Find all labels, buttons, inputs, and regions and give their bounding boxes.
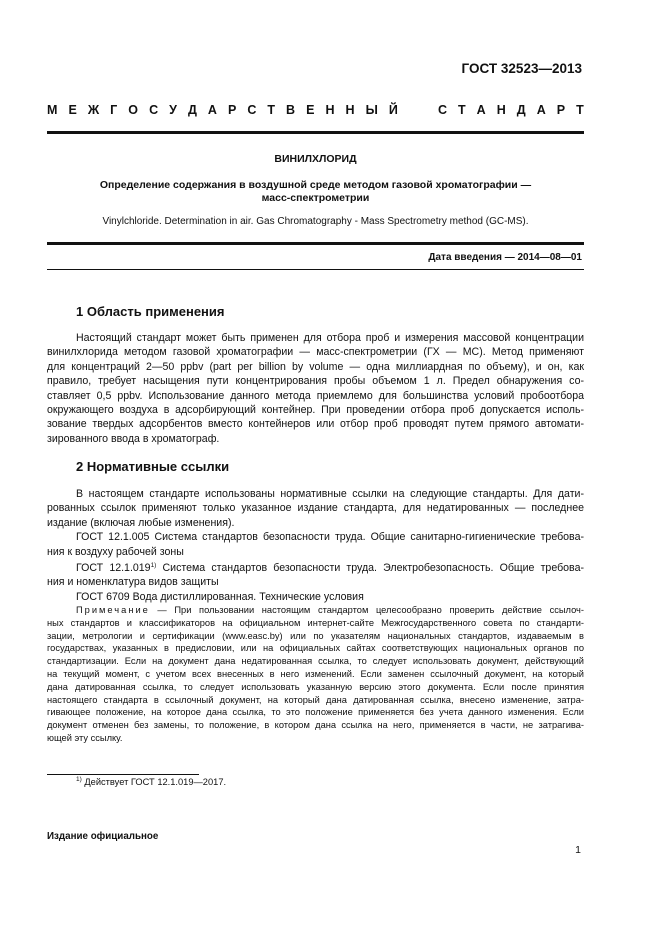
note-line: ющей эту ссылку. — [47, 732, 123, 743]
banner-letter: А — [536, 103, 546, 117]
ref-code: ГОСТ 12.1.019 — [76, 562, 151, 575]
banner-letter: Д — [187, 103, 197, 117]
text-line: Настоящий стандарт может быть применен для отбора проб и измерения массовой концентрации — [76, 332, 584, 344]
note-line: ных стандартов и классификаторов на официальном интернет-сайте Межгосударственного совета по стандарти- — [47, 617, 584, 628]
banner-letter: Н — [496, 103, 506, 117]
note-text: — При пользовании настоящим стандартом целесообразно проверить действие ссылоч- — [149, 605, 584, 615]
footnote-marker: 1) — [76, 776, 82, 783]
banner-letter: Е — [306, 103, 315, 117]
banner-letter: Н — [345, 103, 355, 117]
banner-letter: С — [437, 103, 447, 117]
banner-letter: Ж — [87, 103, 100, 117]
banner-letter: Т — [576, 103, 584, 117]
note-line: стандартизации. Если на документ дана недатированная ссылка, то следует использовать документ, действующий — [47, 656, 584, 667]
text-line: В настоящем стандарте использованы нормативные ссылки на следующие стандарты. Для дати- — [76, 488, 584, 500]
banner-letter: Г — [110, 103, 118, 117]
footnote-text: Действует ГОСТ 12.1.019—2017. — [81, 777, 227, 787]
note-line: зации, метрологии и сертификации (www.easc.by) или по указателям национальных стандартов, издаваемым в — [47, 630, 584, 641]
note-block — [47, 604, 584, 745]
ref-text: Система стандартов безопасности труда. Электробезопасность. Общие требова- — [156, 562, 584, 575]
text-line: ния к воздуху рабочей зоны — [47, 545, 184, 558]
banner-letter: С — [149, 103, 159, 117]
banner-letter: Е — [68, 103, 77, 117]
subtitle-line: Определение содержания в воздушной среде методом газовой хроматографии — — [99, 179, 532, 191]
banner-letter: С — [247, 103, 257, 117]
subtitle-line: масс-спектрометрии — [261, 192, 370, 204]
banner-letter: Р — [227, 103, 237, 117]
interstate-standard-banner — [47, 103, 584, 117]
note-first-line — [47, 604, 584, 617]
note-line: документ отменен без замены, то положение, в котором дана ссылка на него, применяется в части, не затрагива- — [47, 720, 584, 731]
text-line: окружающего воздуха в адсорбирующий контейнер. При проведении отбора проб допускается исполь- — [47, 404, 584, 417]
section-2-body — [47, 487, 584, 604]
note-line: настоящего стандарта в ссылочный документ, на который дана датированная ссылка, внесено изменение, затра- — [47, 694, 584, 705]
official-edition-label: Издание официальное — [47, 831, 159, 842]
banner-letter: А — [476, 103, 486, 117]
document-number: ГОСТ 32523—2013 — [461, 61, 582, 76]
banner-letter: В — [286, 103, 296, 117]
text-line: ставляет 0,5 ppbv. Использование данного метода приемлемо для большинства условий пробоотбора — [47, 389, 584, 402]
note-line: на текущий момент, с учетом всех внесенных в него изменений. Если заменен ссылочный документ, на который — [47, 668, 584, 679]
banner-letter: Р — [556, 103, 566, 117]
text-line: зированного ввода в хроматограф. — [47, 432, 220, 445]
text-line: рованных ссылок применяют только указанное издание стандарта, для недатированных — последнее — [47, 502, 584, 515]
introduction-date: Дата введения — 2014—08—01 — [428, 252, 582, 263]
banner-space — [409, 103, 427, 117]
text-line: ния и номенклатура видов защиты — [47, 576, 219, 589]
banner-letter: Й — [388, 103, 398, 117]
reference-gost-12-1-019 — [47, 559, 584, 575]
banner-letter: Ы — [365, 103, 378, 117]
note-line: государствах, указанных в предисловии, или на официальных сайтах соответствующих национальных органов по — [47, 643, 584, 654]
banner-letter: Д — [516, 103, 526, 117]
section-1-heading: 1 Область применения — [76, 304, 225, 319]
banner-letter: М — [47, 103, 58, 117]
note-line: гивающее положение, на которое дана ссылка, то это положение применяется без учета данного изменения. Если — [47, 707, 584, 718]
banner-letter: Н — [325, 103, 335, 117]
banner-letter: Т — [267, 103, 276, 117]
section-2-heading: 2 Нормативные ссылки — [76, 459, 230, 474]
text-line: издание (включая любые изменения). — [47, 516, 235, 529]
banner-letter: А — [207, 103, 217, 117]
reference-gost-6709: ГОСТ 6709 Вода дистиллированная. Технические условия — [76, 590, 364, 603]
title-rule — [47, 242, 584, 245]
banner-letter: У — [169, 103, 177, 117]
banner-letter: О — [128, 103, 139, 117]
text-line: для концентраций 2—50 ppbv (part per billion by volume — одна миллиардная по объему), и он, как — [47, 360, 584, 373]
standard-title-ru: ВИНИЛХЛОРИД — [274, 153, 357, 165]
header-rule — [47, 131, 584, 134]
text-line: зование твердых адсорбентов вместо контейнеров или отбор проб проводят путем прямого автомати- — [47, 418, 584, 431]
footnote — [76, 776, 226, 787]
footnote-ref: 1) — [150, 562, 157, 570]
standard-title-en: Vinylchloride. Determination in air. Gas Chromatography - Mass Spectrometry method (GC-MS). — [102, 216, 529, 227]
section-1-body — [47, 331, 584, 446]
page-number: 1 — [575, 844, 581, 856]
footnote-rule — [47, 774, 199, 775]
text-line: правило, требует насыщения пути концентрирования пробы объемом 1 л. Предел обнаружения со- — [47, 375, 584, 388]
standard-subtitle-ru — [47, 179, 584, 205]
reference-gost-12-1-005: ГОСТ 12.1.005 Система стандартов безопасности труда. Общие санитарно-гигиенические требова- — [76, 531, 584, 544]
date-rule — [47, 269, 584, 270]
note-label: Примечание — [76, 605, 150, 615]
text-line: винилхлорида методом газовой хроматографии — масс-спектрометрии (ГХ — МС). Метод применяют — [47, 346, 584, 359]
banner-letter: Т — [458, 103, 466, 117]
note-line: дана датированная ссылка, то следует использовать указанную версию этого документа. Если после принятия — [47, 681, 584, 692]
